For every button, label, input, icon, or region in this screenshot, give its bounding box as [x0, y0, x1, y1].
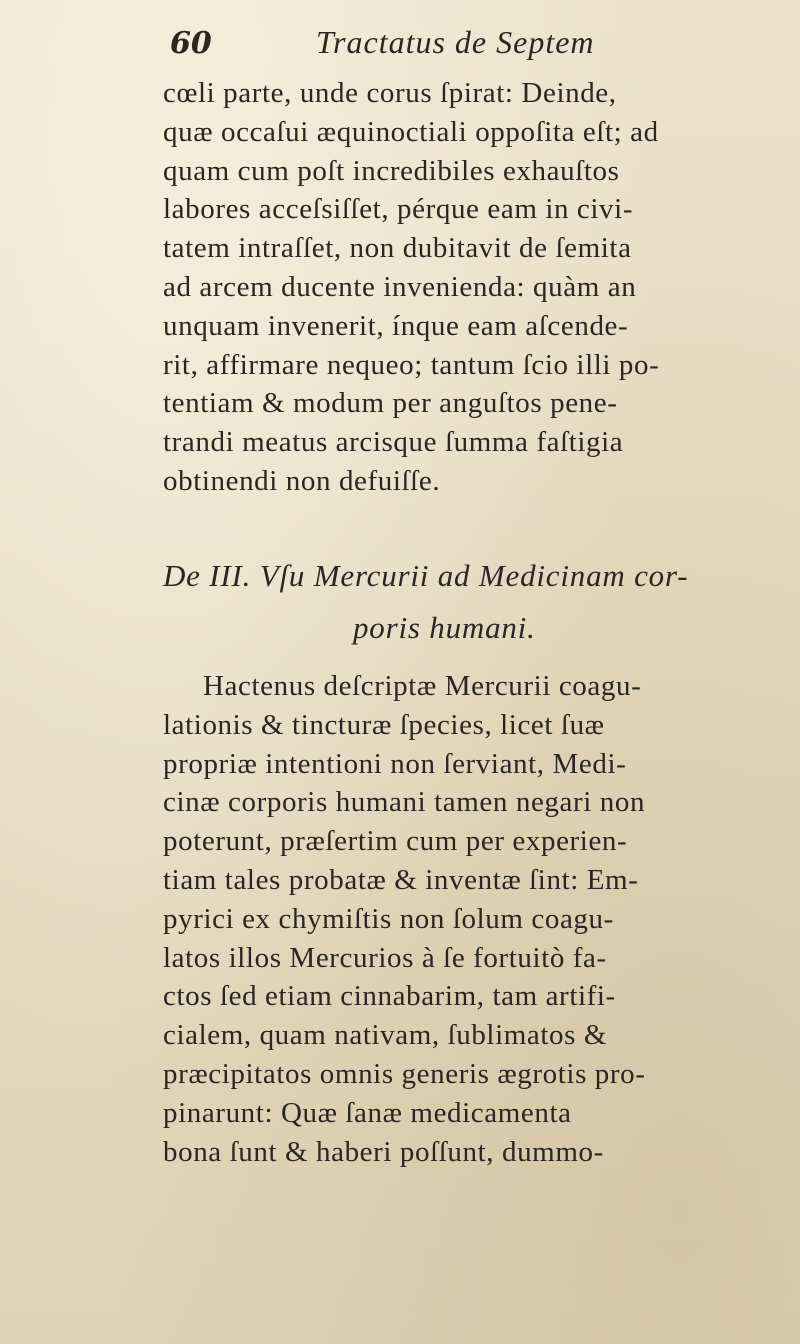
text-line: præcipitatos omnis generis ægrotis pro- [163, 1057, 646, 1090]
text-line: tiam tales probatæ & inventæ ſint: Em- [163, 863, 639, 896]
text-line: cialem, quam nativam, ſublimatos & [163, 1019, 608, 1052]
text-line: pyrici ex chymiſtis non ſolum coagu- [163, 902, 614, 935]
text-line: tatem intraſſet, non dubitavit de ſemita [163, 232, 632, 265]
section-heading [163, 550, 783, 654]
text-line: Hactenus deſcriptæ Mercurii coagu- [203, 670, 642, 702]
running-head [168, 22, 688, 70]
text-line: latos illos Mercurios à ſe fortuitò fa- [163, 941, 607, 974]
text-line: rit, affirmare nequeo; tantum ſcio illi po- [163, 348, 660, 381]
text-line: poterunt, præſertim cum per experien- [163, 825, 628, 858]
text-line: unquam invenerit, ínque eam aſcende- [163, 309, 629, 342]
text-line: trandi meatus arcisque ſumma faſtigia [163, 426, 624, 459]
text-line: pinarunt: Quæ ſanæ medicamenta [163, 1096, 572, 1129]
text-line: lationis & tincturæ ſpecies, licet ſuæ [163, 708, 605, 741]
paragraph-2 [163, 667, 773, 1171]
heading-line-2: poris humani. [353, 610, 536, 645]
text-line: quam cum poſt incredibiles exhauſtos [163, 154, 620, 187]
page-number: 60 [170, 26, 212, 61]
text-line: quæ occaſui æquinoctiali oppoſita eſt; ad [163, 115, 659, 148]
text-line: cœli parte, unde corus ſpirat: Deinde, [163, 77, 617, 109]
heading-line-1: De III. Vſu Mercurii ad Medicinam cor- [163, 558, 689, 593]
text-line: cinæ corporis humani tamen negari non [163, 786, 646, 819]
text-line: ad arcem ducente invenienda: quàm an [163, 270, 637, 303]
text-line: bona ſunt & haberi poſſunt, dummo- [163, 1135, 604, 1168]
text-line: obtinendi non defuiſſe. [163, 464, 441, 497]
text-line: propriæ intentioni non ſerviant, Medi- [163, 747, 627, 780]
running-title: Tractatus de Septem [316, 24, 595, 60]
text-line: ctos ſed etiam cinnabarim, tam artifi- [163, 980, 616, 1013]
paragraph-1 [163, 74, 773, 501]
text-line: labores acceſsiſſet, pérque eam in civi- [163, 193, 634, 226]
text-line: tentiam & modum per anguſtos pene- [163, 387, 618, 420]
